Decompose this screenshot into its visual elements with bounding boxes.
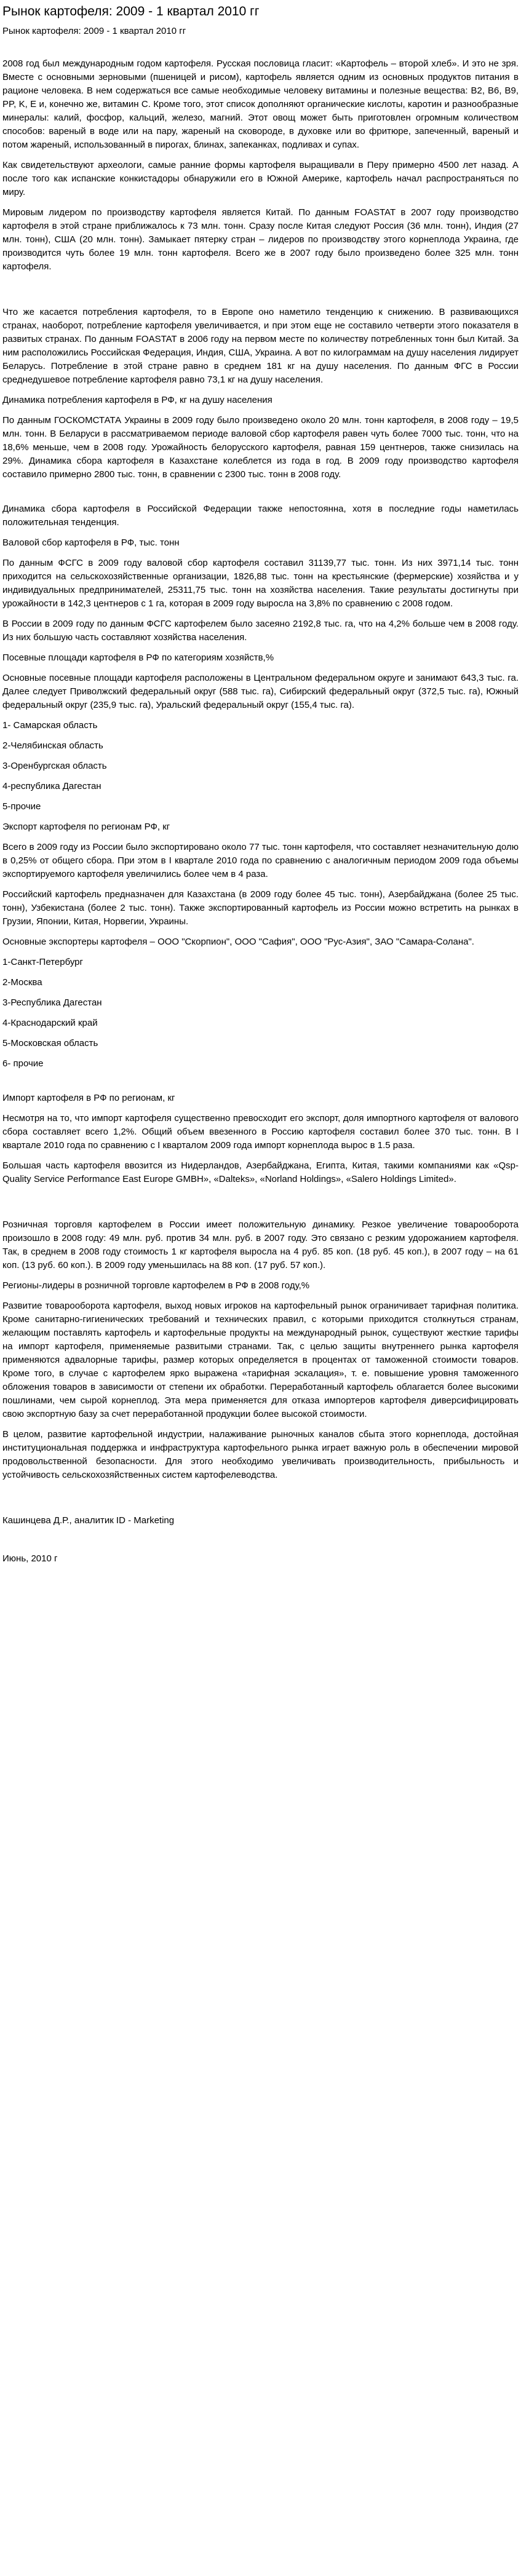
list-item: 4-республика Дагестан [2, 780, 101, 791]
chart-caption-import: Импорт картофеля в РФ по регионам, кг [2, 1092, 175, 1103]
list-item: 2-Челябинская область [2, 740, 103, 751]
paragraph-retail: Розничная торговля картофелем в России имеет положительную динамику. Резкое увеличение товарооборота произошло в 2008 году: 49 млн. руб. против 34 млн. руб. в 2007 году. Это связано с резким удорожанием картофеля. Так, в среднем в 2008 году стоимость 1 кг картофеля выросла на 4 руб. 85 коп. (18 руб. 45 коп.), в 2007 году – на 61 коп. (13 руб. 60 коп.). В 2009 году уменьшилась на 88 коп. (17 руб. 57 коп.). [2, 1219, 519, 1270]
paragraph-conclusion: В целом, развитие картофельной индустрии, налаживание рыночных каналов сбыта этого корнеплода, достойная институциональная поддержка и инфраструктура картофельного рынка играет важную роль в обеспечении мировой продовольственной безопасности. Для этого необходимо увеличивать производительность, прибыльность и устойчивость сельскохозяйственных систем картофелеводства. [2, 1429, 519, 1480]
chart-caption-consumption: Динамика потребления картофеля в РФ, кг на душу населения [2, 394, 272, 405]
chart-caption-harvest: Валовой сбор картофеля в РФ, тыс. тонн [2, 537, 180, 548]
list-item: 1-Санкт-Петербург [2, 956, 83, 967]
author-signature: Кашинцева Д.Р., аналитик ID - Marketing [2, 1515, 175, 1526]
paragraph-world-production: Мировым лидером по производству картофеля является Китай. По данным FOASTAT в 2007 году производство картофеля в этой стране приближалось к 73 млн. тонн. Сразу после Китая следуют Россия (36 млн. тонн), Индия (27 млн. тонн), США (20 млн. тонн). Замыкает пятерку стран – лидеров по производству этого корнеплода Украина, где производится чуть более 19 млн. тонн картофеля. Всего же в 2007 году было произведено более 325 млн. тонн картофеля. [2, 207, 519, 272]
list-item: 1- Самарская область [2, 719, 98, 731]
paragraph-import-sources: Большая часть картофеля ввозится из Нидерландов, Азербайджана, Египта, Китая, такими компаниями как «Qsp-Quality Service Performance East Europe GMBH», «Dalteks», «Norland Holdings», «Salero Holdings Limited». [2, 1160, 519, 1184]
paragraph-harvest-2009: По данным ФСГС в 2009 году валовой сбор картофеля составил 31139,77 тыс. тонн. Из них 3971,14 тыс. тонн приходится на сельскохозяйственные организации, 1826,88 тыс. тонн на крестьянские (фермерские) хозяйства и у индивидуальных предпринимателей, 25311,75 тыс. тонн на хозяйства населения. Такие результаты достигнуты при урожайности в 142,3 центнеров с 1 га, которая в 2009 году выросла на 3,8% по сравнению с 2008 годом. [2, 557, 519, 609]
chart-caption-retail: Регионы-лидеры в розничной торговле картофелем в РФ в 2008 году,% [2, 1280, 310, 1291]
article-body [2, 57, 519, 1566]
paragraph-tariffs: Развитие товарооборота картофеля, выход новых игроков на картофельный рынок ограничивает тарифная политика. Кроме санитарно-гигиенических требований и технических правил, с которыми приходится столкнуться странам, желающим поставлять картофель и картофельные продукты на международный рынок, существуют жесткие тарифы на импорт картофеля, применяемые развитыми странами. Так, с целью защиты внутреннего рынка картофеля применяются адвалорные тарифы, размер которых определяется в процентах от таможенной стоимости товаров. Кроме того, в случае с картофелем ярко выражена «тарифная эскалация», т. е. повышение уровня таможенного обложения товаров в зависимости от степени их обработки. Переработанный картофель облагается более высокими пошлинами, чем сырой корнеплод. Эта мера применяется для отказа импортеров картофеля диверсифицировать свою экспортную базу за счет переработанной продукции более высокой стоимости. [2, 1300, 519, 1419]
list-item: 6- прочие [2, 1058, 44, 1069]
paragraph-export-destinations: Российский картофель предназначен для Казахстана (в 2009 году более 45 тыс. тонн), Азербайджана (более 25 тыс. тонн), Узбекистана (более 2 тыс. тонн). Также экспортированный картофель из России можно встретить на рынках в Грузии, Японии, Китая, Норвегии, Украины. [2, 889, 519, 927]
list-item: 4-Краснодарский край [2, 1017, 98, 1028]
paragraph-exporters: Основные экспортеры картофеля – ООО "Скорпион", ООО "Сафия", ООО "Рус-Азия", ЗАО "Самара-Солана". [2, 936, 474, 947]
page-subtitle: Рынок картофеля: 2009 - 1 квартал 2010 гг [2, 26, 186, 37]
paragraph-neighbors: По данным ГОСКОМСТАТА Украины в 2009 году было произведено около 20 млн. тонн картофеля, в 2008 году – 19,5 млн. тонн. В Беларуси в рассматриваемом периоде валовой сбор картофеля равен чуть более 7000 тыс. тонн, что на 18,6% меньше, чем в 2008 году. Урожайность белорусского картофеля, равная 159 центнеров, также снизилась на 29%. Динамика сбора картофеля в Казахстане колеблется из года в год. В 2009 году производство картофеля составило примерно 2800 тыс. тонн, в сравнении с 2300 тыс. тонн в 2008 году. [2, 414, 519, 480]
paragraph-export-total: Всего в 2009 году из России было экспортировано около 77 тыс. тонн картофеля, что составляет незначительную долю в 0,25% от общего сбора. При этом в I квартале 2010 года по сравнению с аналогичным периодом 2009 года объемы экспортируемого картофеля увеличились более чем в 4 раза. [2, 841, 519, 879]
list-item: 5-прочие [2, 801, 41, 812]
list-item: 3-Республика Дагестан [2, 997, 102, 1008]
paragraph-import: Несмотря на то, что импорт картофеля существенно превосходит его экспорт, доля импортного картофеля от валового сбора составляет всего 1,2%. Общий объем ввезенного в Россию картофеля составил более 370 тыс. тонн. В I квартале 2010 года по сравнению с I кварталом 2009 года импорт корнеплода вырос в 1.5 раза. [2, 1112, 519, 1151]
paragraph-rf-dynamics: Динамика сбора картофеля в Российской Федерации также непостоянна, хотя в последние годы наметилась положительная тенденция. [2, 503, 519, 528]
chart-caption-export: Экспорт картофеля по регионам РФ, кг [2, 821, 170, 832]
paragraph-sown-area: В России в 2009 году по данным ФСГС картофелем было засеяно 2192,8 тыс. га, что на 4,2% больше чем в 2008 году. Из них большую часть составляют хозяйства населения. [2, 618, 519, 643]
list-item: 3-Оренбургская область [2, 760, 107, 771]
paragraph-districts: Основные посевные площади картофеля расположены в Центральном федеральном округе и занимают 643,3 тыс. га. Далее следует Приволжский федеральный округ (588 тыс. га), Сибирский федеральный округ (372,5 тыс. га), Южный федеральный округ (235,9 тыс. га), Уральский федеральный округ (155,4 тыс. га). [2, 672, 519, 710]
paragraph-history: Как свидетельствуют археологи, самые ранние формы картофеля выращивали в Перу примерно 4500 лет назад. А после того как испанские конкистадоры обнаружили его в Южной Америке, картофель начал распространяться по миру. [2, 159, 519, 197]
paragraph-intro: 2008 год был международным годом картофеля. Русская пословица гласит: «Картофель – второй хлеб». И это не зря. Вместе с основными зерновыми (пшеницей и рисом), картофель является одним из основных продуктов питания в рационе человека. В нем содержаться все самые необходимые человеку витамины и полезные вещества: B2, B6, B9, PP, K, E и, конечно же, витамин C. Кроме того, этот список дополняют органические кислоты, каротин и разнообразные минералы: калий, фосфор, кальций, железо, магний. Этот овощ может быть приготовлен огромным количеством способов: вареный в воде или на пару, жареный на сковороде, в духовке или во фритюре, запеченный, вареный и потом жареный, использованный в пирогах, блинах, запеканках, подливах и супах. [2, 58, 519, 150]
page-title: Рынок картофеля: 2009 - 1 квартал 2010 гг [2, 4, 260, 18]
chart-caption-sown-area: Посевные площади картофеля в РФ по категориям хозяйств,% [2, 652, 274, 663]
list-item: 5-Московская область [2, 1037, 98, 1048]
list-item: 2-Москва [2, 977, 42, 988]
publication-date: Июнь, 2010 г [2, 1553, 58, 1564]
paragraph-consumption: Что же касается потребления картофеля, то в Европе оно наметило тенденцию к снижению. В развивающихся странах, наоборот, потребление картофеля увеличивается, и при этом еще не составило четверти этого показателя в развитых странах. По данным FOASTAT в 2006 году на первом месте по количеству потребленных тонн был Китай. За ним расположились Российская Федерация, Индия, США, Украина. А вот по килограммам на душу населения лидирует Беларусь. Потребление в этой стране равно в среднем 181 кг на душу населения. По данным ФГС в России среднедушевое потребление картофеля равно 73,1 кг на душу населения. [2, 306, 519, 385]
